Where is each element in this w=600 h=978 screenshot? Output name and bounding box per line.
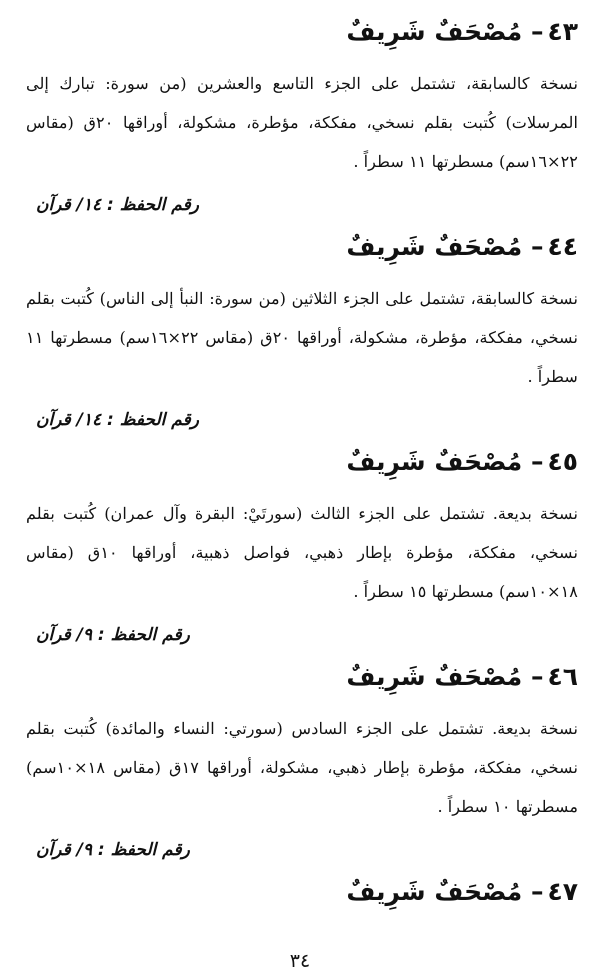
entry-title: مُصْحَفٌ شَرِيفٌ <box>346 232 523 261</box>
catalog-entry-44 <box>26 229 578 432</box>
catalog-entry-46 <box>26 659 578 862</box>
entry-dash: – <box>522 17 544 46</box>
entry-dash: – <box>522 662 544 691</box>
entry-heading <box>26 229 578 265</box>
entry-description: نسخة كالسابقة، تشتمل على الجزء الثلاثين (من سورة: النبأ إلى الناس) كُتبت بقلم نسخي، مفككة، مؤطرة، مشكولة، أوراقها ٢٠ق (مقاس ٢٢×١٦سم) مسطرتها ١١ سطراً . <box>26 289 578 386</box>
entry-title: مُصْحَفٌ شَرِيفٌ <box>346 662 523 691</box>
shelf-mark: رقم الحفظ : ٩/ قرآن <box>36 840 190 860</box>
page-number: ٣٤ <box>289 950 311 972</box>
catalog-entry-43 <box>26 14 578 217</box>
entry-heading <box>26 14 578 50</box>
entry-heading <box>26 659 578 695</box>
entry-number: ٤٥ <box>547 447 578 476</box>
entry-title: مُصْحَفٌ شَرِيفٌ <box>346 447 523 476</box>
shelf-mark: رقم الحفظ : ١٤/ قرآن <box>36 410 199 430</box>
entry-description: نسخة بديعة. تشتمل على الجزء السادس (سورتي: النساء والمائدة) كُتبت بقلم نسخي، مفككة، مؤطرة بإطار ذهبي، مشكولة، أوراقها ١٧ق (مقاس ١٨×١٠سم) مسطرتها ١٠ سطراً . <box>26 719 579 816</box>
entry-heading <box>26 444 578 480</box>
catalog-entry-47 <box>26 874 578 910</box>
entry-number: ٤٣ <box>547 17 578 46</box>
catalog-page <box>26 14 578 978</box>
entry-description: نسخة بديعة. تشتمل على الجزء الثالث (سورتَيْ: البقرة وآل عمران) كُتبت بقلم نسخي، مفككة، مؤطرة بإطار ذهبي، فواصل ذهبية، أوراقها ١٠ق (مقاس ١٨×١٠سم) مسطرتها ١٥ سطراً . <box>26 504 578 601</box>
entry-description: نسخة كالسابقة، تشتمل على الجزء التاسع والعشرين (من سورة: تبارك إلى المرسلات) كُتبت بقلم نسخي، مفككة، مؤطرة، مشكولة، أوراقها ٢٠ق (مقاس ٢٢×١٦سم) مسطرتها ١١ سطراً . <box>26 74 578 171</box>
entry-dash: – <box>522 877 544 906</box>
shelf-mark: رقم الحفظ : ٩/ قرآن <box>36 625 190 645</box>
entry-title: مُصْحَفٌ شَرِيفٌ <box>346 877 523 906</box>
entry-number: ٤٤ <box>547 232 578 261</box>
entry-title: مُصْحَفٌ شَرِيفٌ <box>346 17 523 46</box>
shelf-mark: رقم الحفظ : ١٤/ قرآن <box>36 195 199 215</box>
entry-number: ٤٦ <box>547 662 578 691</box>
entry-number: ٤٧ <box>547 877 578 906</box>
entry-heading <box>26 874 578 910</box>
entry-dash: – <box>522 232 544 261</box>
catalog-entry-45 <box>26 444 578 647</box>
entry-dash: – <box>522 447 544 476</box>
